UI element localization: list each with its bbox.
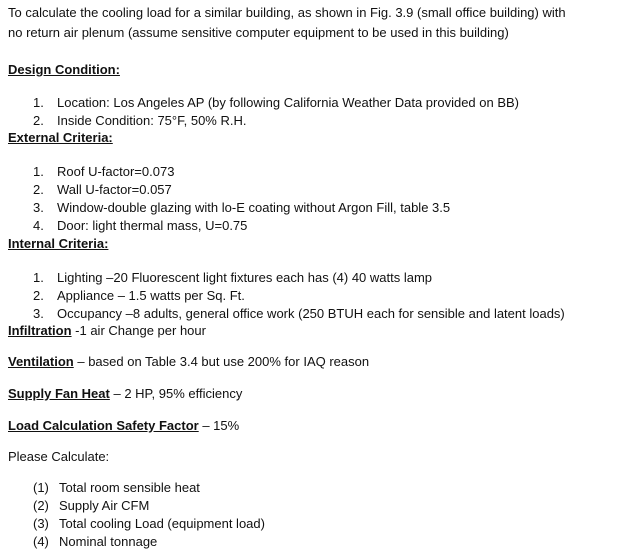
ventilation-line: [8, 353, 369, 370]
list-item: 2. Appliance – 1.5 watts per Sq. Ft.: [33, 288, 245, 303]
infiltration-line: [8, 322, 206, 339]
ventilation-label: Ventilation: [8, 354, 74, 369]
internal-criteria-heading: Internal Criteria:: [8, 236, 109, 251]
intro-line-2: no return air plenum (assume sensitive computer equipment to be used in this building): [8, 25, 509, 40]
list-item: 3. Occupancy –8 adults, general office work (250 BTUH each for sensible and latent loads): [33, 306, 565, 321]
infiltration-text: -1 air Change per hour: [71, 323, 206, 338]
supply-fan-heat-text: – 2 HP, 95% efficiency: [109, 386, 243, 401]
list-item: (4) Nominal tonnage: [33, 534, 158, 549]
list-item: 2. Wall U-factor=0.057: [33, 182, 172, 197]
list-item: 1. Location: Los Angeles AP (by following California Weather Data provided on BB): [33, 95, 520, 110]
please-calculate-heading: Please Calculate:: [8, 449, 110, 464]
list-item: (2) Supply Air CFM: [33, 498, 150, 513]
list-item: 1. Roof U-factor=0.073: [33, 164, 175, 179]
safety-factor-text: – 15%: [198, 418, 240, 433]
supply-fan-heat-label: Supply Fan Heat: [8, 386, 110, 401]
list-item: (3) Total cooling Load (equipment load): [33, 516, 265, 531]
external-criteria-heading: External Criteria:: [8, 130, 113, 145]
list-item: 3. Window-double glazing with lo-E coating without Argon Fill, table 3.5: [33, 200, 451, 215]
ventilation-text: – based on Table 3.4 but use 200% for IAQ reason: [73, 354, 370, 369]
list-item: 1. Lighting –20 Fluorescent light fixtures each has (4) 40 watts lamp: [33, 270, 433, 285]
list-item: 4. Door: light thermal mass, U=0.75: [33, 218, 248, 233]
design-condition-heading: Design Condition:: [8, 62, 120, 77]
infiltration-label: Infiltration: [8, 323, 72, 338]
supply-fan-heat-line: [8, 385, 242, 402]
intro-line-1: To calculate the cooling load for a similar building, as shown in Fig. 3.9 (small office building) with: [8, 5, 566, 20]
list-item: 2. Inside Condition: 75°F, 50% R.H.: [33, 113, 247, 128]
list-item: (1) Total room sensible heat: [33, 480, 200, 495]
safety-factor-line: [8, 417, 239, 434]
safety-factor-label: Load Calculation Safety Factor: [8, 418, 199, 433]
